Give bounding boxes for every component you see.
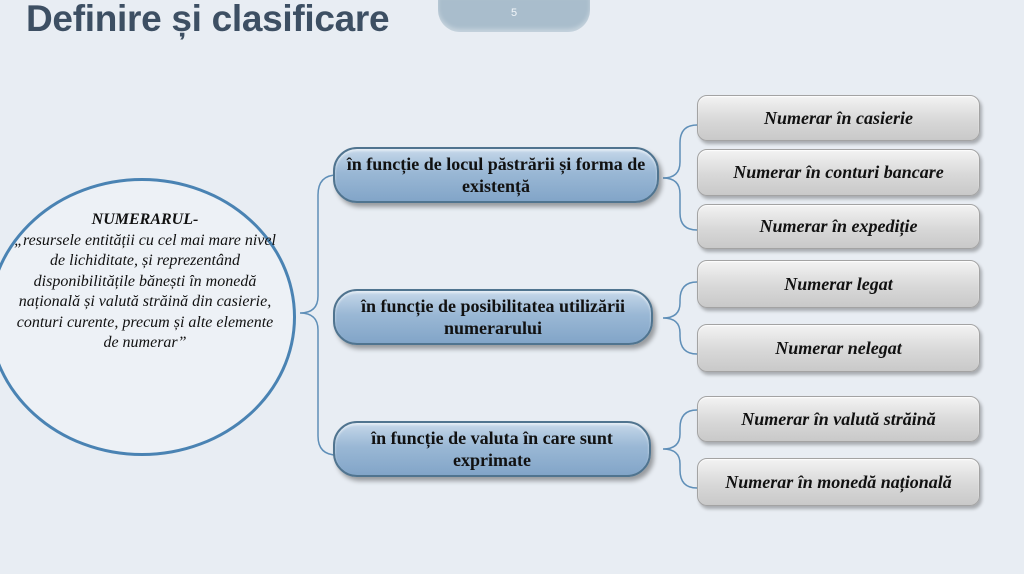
slide-title: Definire și clasificare: [26, 0, 390, 39]
category-location: în funcție de locul păstrării și forma de existență: [333, 147, 659, 203]
group1-brace: [663, 125, 697, 230]
root-text: [14, 210, 276, 354]
page-number: 5: [510, 7, 518, 19]
item-numerar-moneda-nationala: Numerar în monedă națională: [697, 458, 980, 506]
item-numerar-nelegat: Numerar nelegat: [697, 324, 980, 372]
root-definition: „resursele entității cu cel mai mare nivel de lichiditate, și reprezentând disponibilitățile bănești în monedă națională și valută străină din casierie, conturi curente, precum și alte elemente de numerar”: [14, 231, 276, 351]
item-numerar-valuta-straina: Numerar în valută străină: [697, 396, 980, 442]
item-numerar-legat: Numerar legat: [697, 260, 980, 308]
item-numerar-conturi-bancare: Numerar în conturi bancare: [697, 149, 980, 196]
item-numerar-expeditie: Numerar în expediție: [697, 204, 980, 249]
category-currency: în funcție de valuta în care sunt exprimate: [333, 421, 651, 477]
group2-brace: [663, 282, 697, 354]
item-numerar-casierie: Numerar în casierie: [697, 95, 980, 141]
group3-brace: [663, 410, 697, 488]
root-heading: NUMERARUL-: [91, 211, 199, 228]
root-brace: [300, 175, 337, 455]
category-usability: în funcție de posibilitatea utilizării numerarului: [333, 289, 653, 345]
